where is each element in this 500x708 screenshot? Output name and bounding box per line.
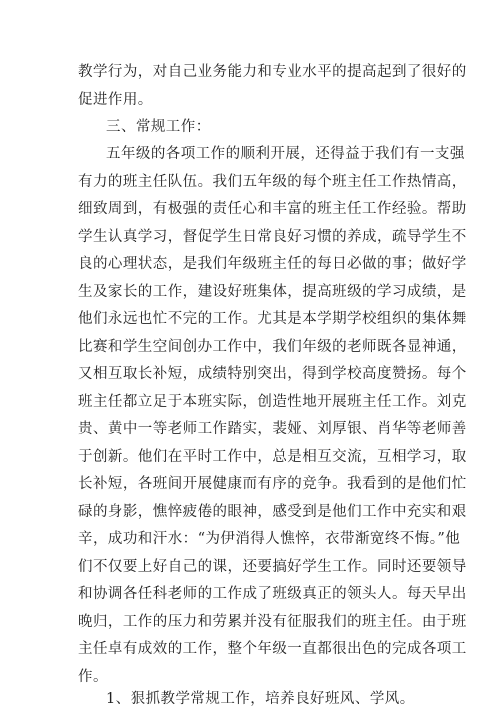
body-line: 碌的身影，憔悴疲倦的眼神，感受到是他们工作中充实和艰: [78, 504, 467, 520]
body-line: 贵、黄中一等老师工作踏实，裴娅、刘厚银、肖华等老师善: [78, 421, 467, 437]
body-line: 于创新。他们在平时工作中，总是相互交流，互相学习，取: [78, 449, 467, 465]
body-line: 主任卓有成效的工作，整个年级一直都很出色的完成各项工: [78, 641, 467, 657]
body-line: 细致周到，有极强的责任心和丰富的班主任工作经验。帮助: [78, 201, 467, 217]
numbered-heading: 1、狠抓教学常规工作，培养良好班风、学风。: [106, 691, 415, 707]
body-line: 又相互取长补短，成绩特别突出，得到学校高度赞扬。每个: [78, 366, 467, 382]
body-line: 促进作用。: [78, 92, 153, 108]
body-line: 良的心理状态，是我们年级班主任的每日必做的事；做好学: [78, 256, 467, 272]
body-line: 晚归，工作的压力和劳累并没有征服我们的班主任。由于班: [78, 614, 467, 630]
body-line: 辛，成功和汗水：“为伊消得人憔悴，衣带渐宽终不悔。”他: [78, 531, 461, 547]
paragraph-first-line: 五年级的各项工作的顺利开展，还得益于我们有一支强: [106, 146, 465, 162]
body-line: 教学行为，对自己业务能力和专业水平的提高起到了很好的: [78, 64, 467, 80]
body-line: 作。: [78, 669, 108, 685]
body-line: 他们永远也忙不完的工作。尤其是本学期学校组织的集体舞: [78, 311, 467, 327]
body-line: 和协调各任科老师的工作成了班级真正的领头人。每天早出: [78, 586, 467, 602]
body-line: 有力的班主任队伍。我们五年级的每个班主任工作热情高，: [78, 174, 467, 190]
body-line: 班主任都立足于本班实际，创造性地开展班主任工作。刘克: [78, 394, 467, 410]
body-line: 生及家长的工作，建设好班集体，提高班级的学习成绩，是: [78, 284, 467, 300]
section-heading: 三、常规工作：: [106, 119, 211, 135]
body-line: 比赛和学生空间创办工作中，我们年级的老师既各显神通，: [78, 339, 467, 355]
body-line: 长补短，各班间开展健康而有序的竞争。我看到的是他们忙: [78, 476, 467, 492]
body-line: 们不仅要上好自己的课，还要搞好学生工作。同时还要领导: [78, 559, 467, 575]
body-line: 学生认真学习，督促学生日常良好习惯的养成，疏导学生不: [78, 229, 467, 245]
